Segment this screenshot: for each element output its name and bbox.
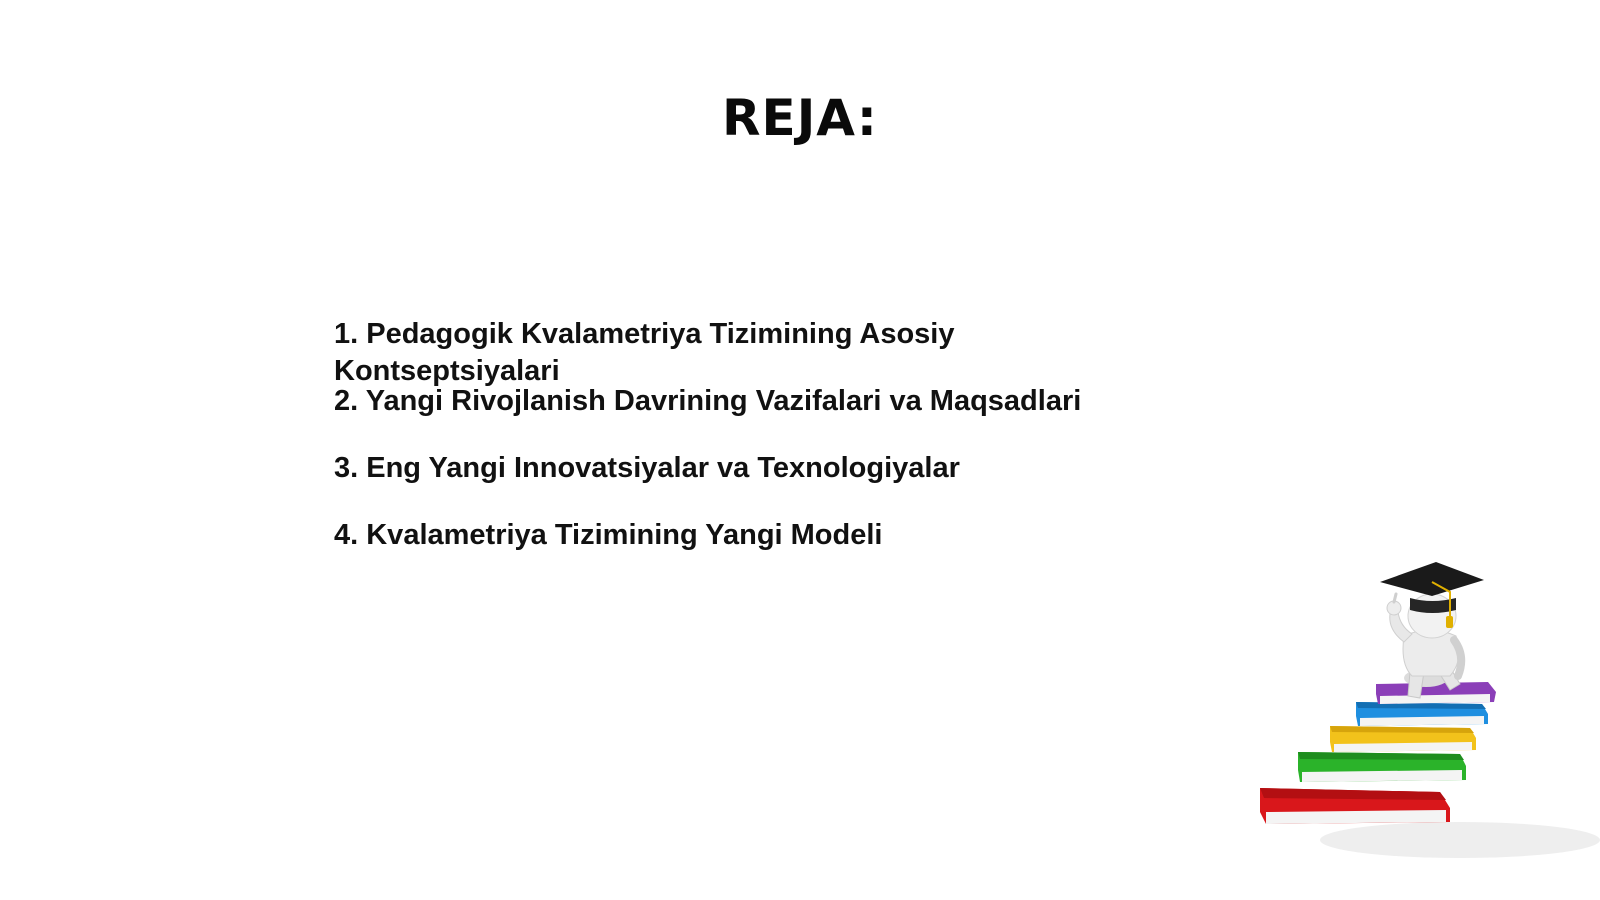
- plan-item-3: 3. Eng Yangi Innovatsiyalar va Texnologiyalar: [334, 452, 960, 484]
- book-blue: [1356, 702, 1488, 726]
- plan-item-2: 2. Yangi Rivojlanish Davrining Vazifalari va Maqsadlari: [334, 385, 1082, 417]
- shadow-shape: [1320, 822, 1600, 858]
- slide-title: REJA:: [722, 89, 878, 147]
- plan-list: [334, 316, 1154, 554]
- book-red: [1260, 788, 1450, 824]
- book-green: [1298, 752, 1466, 782]
- book-yellow: [1330, 726, 1476, 752]
- plan-item-4: 4. Kvalametriya Tizimining Yangi Modeli: [334, 519, 883, 551]
- graduate-on-books-icon: [1260, 560, 1600, 880]
- plan-item-1: 1. Pedagogik Kvalametriya Tizimining Asosiy Kontseptsiyalari: [334, 318, 955, 387]
